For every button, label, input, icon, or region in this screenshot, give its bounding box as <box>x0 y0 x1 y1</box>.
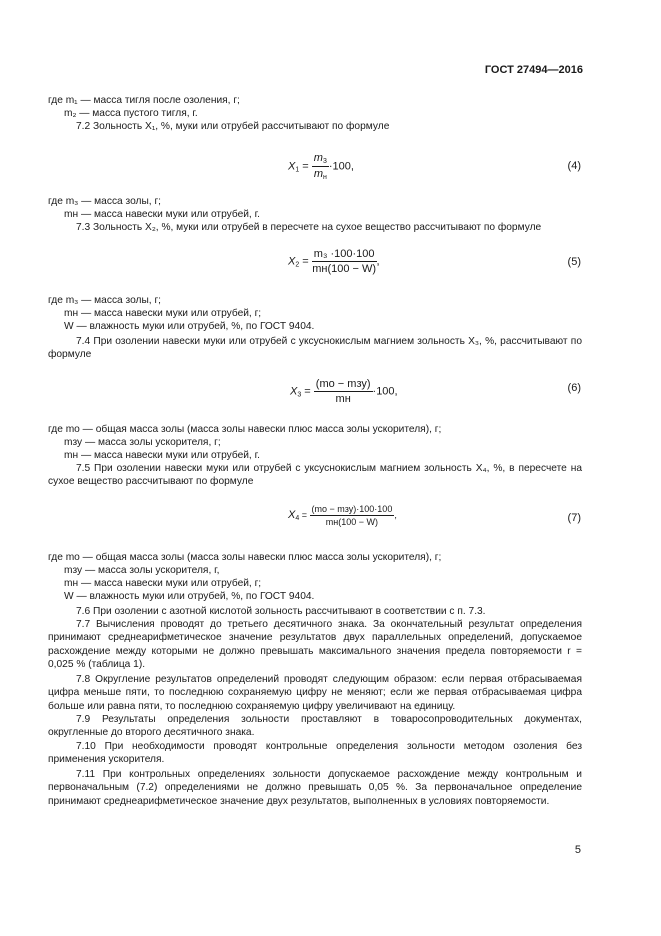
text-line: где mо — общая масса золы (масса золы навески плюс масса золы ускорителя), г; <box>48 552 442 563</box>
text-line: W — влажность муки или отрубей, %, по ГОСТ 9404. <box>64 591 315 602</box>
paragraph-7-6: 7.6 При озолении с азотной кислотой зольность рассчитывают в соответствии с п. 7.3. <box>76 606 486 617</box>
paragraph-7-7: 7.7 Вычисления проводят до третьего десятичного знака. За окончательный результат определения принимают среднеарифметическое значение результатов двух параллельных определений, допускаемое расхождение между которыми не должно превышать максимального значения предела повторяемости r = 0,025 % (таблица 1). <box>48 619 582 671</box>
text-line: mн — масса навески муки или отрубей, г; <box>64 308 262 319</box>
text-line: 7.2 Зольность X₁, %, муки или отрубей рассчитывают по формуле <box>76 121 390 132</box>
formula-number: (5) <box>567 256 581 268</box>
paragraph-7-11: 7.11 При контрольных определениях зольности допускаемое расхождение между контрольным и первоначальным (7.2) определениями не должно превышать 0,05 %. За первоначальное определение принимают среднеарифметическое значение двух результатов, выполненных в условиях повторяемости. <box>48 769 582 807</box>
text-line: где mо — общая масса золы (масса золы навески плюс масса золы ускорителя), г; <box>48 424 442 435</box>
paragraph-7-5: 7.5 При озолении навески муки или отрубей с уксуснокислым магнием зольность X₄, %, в пересчете на сухое вещество рассчитывают по формуле <box>48 463 582 488</box>
paragraph-7-9: 7.9 Результаты определения зольности проставляют в товаросопроводительных документах, округленные до второго десятичного знака. <box>48 714 582 739</box>
formula-number: (4) <box>567 160 581 172</box>
formula-4: $X_1$ = $\frac{m_3}{m_н}$ ·100, (4) <box>288 152 581 181</box>
text-line: mзу — масса золы ускорителя, г; <box>64 437 221 448</box>
text-line: 7.3 Зольность X₂, %, муки или отрубей в пересчете на сухое вещество рассчитывают по формуле <box>76 222 542 233</box>
formula-6: $X_3$ = $\frac{\text{(mо − mзу)}}{mн}$ ·100, (6) <box>290 378 581 405</box>
text-line: где m₃ — масса золы, г; <box>48 196 162 207</box>
formula-5: $X_2$ = $\frac{\text{m₃ ·100·100}}{mн(100 - W)}$ , (5) <box>288 248 581 275</box>
text-line: mн — масса навески муки или отрубей, г; <box>64 578 262 589</box>
document-id: ГОСТ 27494—2016 <box>484 64 583 76</box>
text-line: где m₁ — масса тигля после озоления, г; <box>48 95 240 106</box>
formula-number: (6) <box>567 382 581 394</box>
text-line: mзу — масса золы ускорителя, г, <box>64 565 220 576</box>
text-line: mн — масса навески муки или отрубей, г. <box>64 209 260 220</box>
paragraph-7-4: 7.4 При озолении навески муки или отрубей с уксуснокислым магнием зольность X₃, %, рассчитывают по формуле <box>48 336 582 361</box>
text-line: mн — масса навески муки или отрубей, г. <box>64 450 260 461</box>
text-line: m₂ — масса пустого тигля, г. <box>64 108 198 119</box>
formula-number: (7) <box>567 512 581 524</box>
text-line: где m₃ — масса золы, г; <box>48 295 162 306</box>
page-number: 5 <box>574 844 581 856</box>
formula-7: $X_4$ = $\frac{\text{(mо − mзу)·100·100}}{mн(100 - W)}$ , (7) <box>288 504 581 527</box>
paragraph-7-10: 7.10 При необходимости проводят контрольные определения зольности методом озоления без применения ускорителя. <box>48 741 582 766</box>
text-line: W — влажность муки или отрубей, %, по ГОСТ 9404. <box>64 321 315 332</box>
paragraph-7-8: 7.8 Округление результатов определений проводят следующим образом: если первая отбрасываемая цифра меньше пяти, то последнюю сохраняемую цифру не меняют; если же первая отбрасываемая цифра больше или равна пяти, то последнюю сохраняемую цифру увеличивают на единицу. <box>48 674 582 712</box>
